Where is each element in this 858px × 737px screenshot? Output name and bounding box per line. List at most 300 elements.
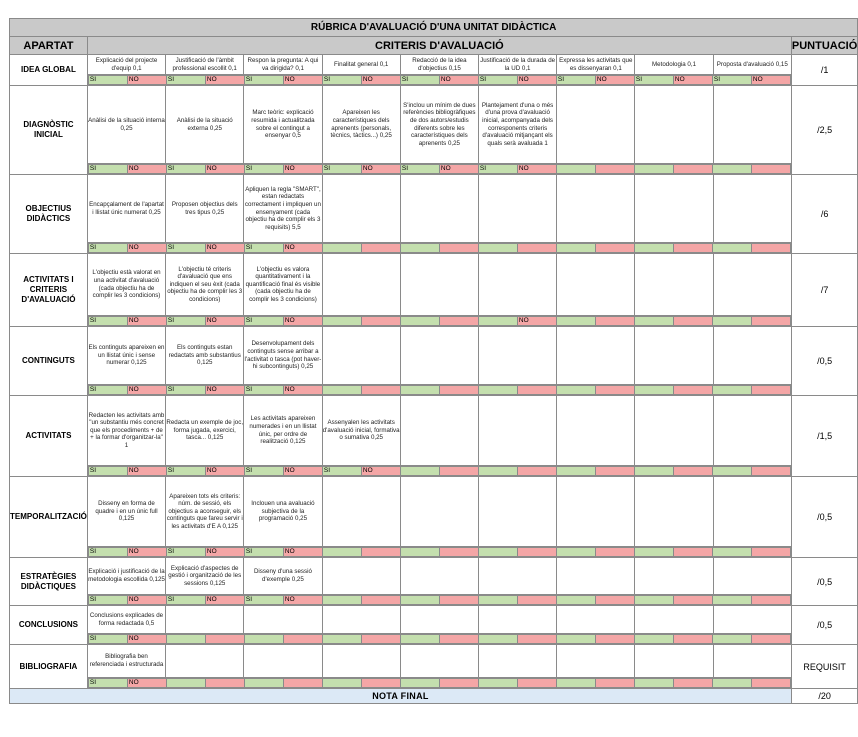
si-no-strip bbox=[87, 678, 791, 689]
si-checkbox[interactable]: SI bbox=[88, 596, 127, 605]
si-checkbox[interactable]: SI bbox=[244, 317, 283, 326]
criterion-cell bbox=[322, 477, 400, 547]
criterion-cell: Apareixen tots els criteris: núm. de sessió, els objectius a aconseguir, els continguts que fareu servir i les activitats d'E A 0,125 bbox=[166, 477, 244, 547]
no-checkbox[interactable]: NO bbox=[127, 165, 166, 174]
si-checkbox[interactable]: SI bbox=[88, 165, 127, 174]
criterion-cell bbox=[322, 606, 400, 634]
criterion-cell bbox=[635, 477, 713, 547]
no-checkbox[interactable]: NO bbox=[439, 165, 478, 174]
rubric-row bbox=[10, 254, 858, 316]
criterion-cell bbox=[635, 558, 713, 595]
si-checkbox[interactable] bbox=[556, 679, 595, 688]
si-checkbox[interactable] bbox=[244, 679, 283, 688]
no-checkbox[interactable] bbox=[361, 635, 400, 644]
criterion-cell bbox=[322, 327, 400, 385]
no-checkbox[interactable] bbox=[595, 635, 634, 644]
si-checkbox[interactable] bbox=[400, 635, 439, 644]
no-checkbox[interactable] bbox=[439, 679, 478, 688]
si-no-row bbox=[10, 164, 858, 175]
no-checkbox[interactable] bbox=[673, 165, 712, 174]
no-checkbox[interactable]: NO bbox=[127, 596, 166, 605]
criterion-cell bbox=[400, 396, 478, 466]
si-no-row bbox=[10, 547, 858, 558]
criterion-cell: Explicació d'aspectes de gestió i organització de les sessions 0,125 bbox=[166, 558, 244, 595]
no-checkbox[interactable]: NO bbox=[127, 467, 166, 476]
si-checkbox[interactable]: SI bbox=[712, 76, 751, 85]
si-checkbox[interactable] bbox=[712, 679, 751, 688]
criterion-cell bbox=[400, 558, 478, 595]
apartat-label: CONTINGUTS bbox=[10, 327, 88, 396]
criterion-cell bbox=[635, 327, 713, 385]
si-checkbox[interactable] bbox=[634, 679, 673, 688]
criterion-cell: S'inclou un mínim de dues referències bibliogràfiques de dos autors/estudis diferents sobre les característiques dels aprenents 0,25 bbox=[400, 86, 478, 164]
criterion-cell: Apareixen les característiques dels aprenents (personals, tècnics, tàctics...) 0,25 bbox=[322, 86, 400, 164]
si-checkbox[interactable]: SI bbox=[88, 244, 127, 253]
si-checkbox[interactable] bbox=[400, 548, 439, 557]
no-checkbox[interactable] bbox=[517, 386, 556, 395]
header-criteris: CRITERIS D'AVALUACIÓ bbox=[87, 37, 791, 55]
si-checkbox[interactable] bbox=[400, 244, 439, 253]
no-checkbox[interactable] bbox=[751, 317, 790, 326]
no-checkbox[interactable]: NO bbox=[205, 386, 244, 395]
criterion-cell: L'objectiu està valorat en una activitat d'avaluació (cada objectiu ha de complir les 3 condicions) bbox=[87, 254, 165, 316]
no-checkbox[interactable]: NO bbox=[127, 548, 166, 557]
si-checkbox[interactable] bbox=[478, 596, 517, 605]
si-checkbox[interactable]: SI bbox=[244, 386, 283, 395]
si-checkbox[interactable]: SI bbox=[322, 467, 361, 476]
si-checkbox[interactable] bbox=[322, 679, 361, 688]
no-checkbox[interactable]: NO bbox=[127, 635, 166, 644]
no-checkbox[interactable] bbox=[751, 244, 790, 253]
si-checkbox[interactable] bbox=[556, 317, 595, 326]
no-checkbox[interactable] bbox=[595, 596, 634, 605]
criterion-cell bbox=[713, 396, 791, 466]
si-checkbox[interactable] bbox=[712, 635, 751, 644]
si-checkbox[interactable] bbox=[634, 386, 673, 395]
criterion-cell bbox=[478, 175, 556, 243]
no-checkbox[interactable] bbox=[517, 596, 556, 605]
criterion-cell: Justificació de la durada de la UD 0,1 bbox=[478, 55, 556, 75]
criterion-cell bbox=[635, 606, 713, 634]
score-cell: /1 bbox=[791, 55, 857, 86]
score-cell: /6 bbox=[791, 175, 857, 254]
si-checkbox[interactable] bbox=[556, 596, 595, 605]
si-checkbox[interactable] bbox=[478, 317, 517, 326]
criterion-cell bbox=[557, 396, 635, 466]
no-checkbox[interactable] bbox=[517, 244, 556, 253]
no-checkbox[interactable]: NO bbox=[283, 165, 322, 174]
criterion-cell: L'objectiu es valora quantitativament i la quantificació final és visible (cada objectiu ha de complir les 3 condicions) bbox=[244, 254, 322, 316]
no-checkbox[interactable]: NO bbox=[517, 165, 556, 174]
no-checkbox[interactable] bbox=[361, 548, 400, 557]
criterion-cell: Desenvolupament dels continguts sense arribar a l'activitat o tasca (pot haver-hi subcontinguts) 0,25 bbox=[244, 327, 322, 385]
no-checkbox[interactable] bbox=[595, 386, 634, 395]
rubric-row bbox=[10, 175, 858, 243]
no-checkbox[interactable] bbox=[595, 679, 634, 688]
criterion-cell: Disseny en forma de quadre i en un únic full 0,125 bbox=[87, 477, 165, 547]
no-checkbox[interactable] bbox=[595, 165, 634, 174]
score-cell: /0,5 bbox=[791, 558, 857, 606]
si-checkbox[interactable] bbox=[478, 386, 517, 395]
si-checkbox[interactable] bbox=[322, 386, 361, 395]
criterion-cell bbox=[557, 558, 635, 595]
no-checkbox[interactable]: NO bbox=[517, 317, 556, 326]
criterion-cell bbox=[400, 175, 478, 243]
header-apartat: APARTAT bbox=[10, 37, 88, 55]
si-checkbox[interactable] bbox=[556, 165, 595, 174]
si-checkbox[interactable] bbox=[322, 548, 361, 557]
criterion-cell bbox=[322, 558, 400, 595]
si-checkbox[interactable] bbox=[634, 317, 673, 326]
no-checkbox[interactable] bbox=[673, 386, 712, 395]
no-checkbox[interactable]: NO bbox=[751, 76, 790, 85]
no-checkbox[interactable] bbox=[439, 635, 478, 644]
no-checkbox[interactable] bbox=[283, 635, 322, 644]
criterion-cell bbox=[713, 477, 791, 547]
si-checkbox[interactable] bbox=[166, 679, 205, 688]
no-checkbox[interactable] bbox=[439, 467, 478, 476]
no-checkbox[interactable] bbox=[517, 548, 556, 557]
no-checkbox[interactable]: NO bbox=[283, 317, 322, 326]
no-checkbox[interactable]: NO bbox=[283, 596, 322, 605]
criterion-cell bbox=[635, 645, 713, 678]
no-checkbox[interactable] bbox=[439, 317, 478, 326]
rubric-row bbox=[10, 558, 858, 595]
no-checkbox[interactable]: NO bbox=[361, 76, 400, 85]
final-grade-label: NOTA FINAL bbox=[10, 689, 792, 704]
criterion-cell: Explicació del projecte d'equip 0,1 bbox=[87, 55, 165, 75]
si-checkbox[interactable]: SI bbox=[634, 76, 673, 85]
no-checkbox[interactable]: NO bbox=[205, 76, 244, 85]
si-no-row bbox=[10, 385, 858, 396]
apartat-label: BIBLIOGRAFIA bbox=[10, 645, 88, 689]
si-checkbox[interactable]: SI bbox=[166, 386, 205, 395]
criterion-cell bbox=[635, 175, 713, 243]
no-checkbox[interactable] bbox=[361, 596, 400, 605]
no-checkbox[interactable]: NO bbox=[439, 76, 478, 85]
si-checkbox[interactable] bbox=[478, 635, 517, 644]
no-checkbox[interactable] bbox=[361, 317, 400, 326]
criterion-cell bbox=[322, 645, 400, 678]
si-checkbox[interactable]: SI bbox=[400, 165, 439, 174]
rubric-row bbox=[10, 86, 858, 164]
criterion-cell: Explicació i justificació de la metodologia escollida 0,125 bbox=[87, 558, 165, 595]
no-checkbox[interactable]: NO bbox=[361, 467, 400, 476]
criterion-cell: Justificació de l'àmbit professional escollit 0,1 bbox=[166, 55, 244, 75]
criterion-cell: Inclouen una avaluació subjectiva de la programació 0,25 bbox=[244, 477, 322, 547]
no-checkbox[interactable]: NO bbox=[595, 76, 634, 85]
si-checkbox[interactable]: SI bbox=[166, 596, 205, 605]
rubric-row bbox=[10, 606, 858, 634]
no-checkbox[interactable] bbox=[595, 244, 634, 253]
criterion-cell bbox=[478, 327, 556, 385]
si-checkbox[interactable]: SI bbox=[166, 165, 205, 174]
no-checkbox[interactable] bbox=[751, 596, 790, 605]
si-no-strip bbox=[87, 634, 791, 645]
si-no-row bbox=[10, 243, 858, 254]
apartat-label: TEMPORALITZACIÓ bbox=[10, 477, 88, 558]
criterion-cell: Metodologia 0,1 bbox=[635, 55, 713, 75]
apartat-label: ACTIVITATS I CRITERIS D'AVALUACIÓ bbox=[10, 254, 88, 327]
no-checkbox[interactable] bbox=[205, 679, 244, 688]
si-checkbox[interactable]: SI bbox=[166, 317, 205, 326]
no-checkbox[interactable]: NO bbox=[283, 386, 322, 395]
si-checkbox[interactable] bbox=[712, 386, 751, 395]
si-checkbox[interactable]: SI bbox=[322, 76, 361, 85]
criterion-cell bbox=[400, 606, 478, 634]
criterion-cell bbox=[400, 477, 478, 547]
si-no-strip bbox=[87, 385, 791, 396]
si-checkbox[interactable] bbox=[556, 467, 595, 476]
no-checkbox[interactable] bbox=[673, 548, 712, 557]
rubric-row bbox=[10, 55, 858, 75]
si-checkbox[interactable] bbox=[712, 317, 751, 326]
apartat-label: OBJECTIUS DIDÀCTICS bbox=[10, 175, 88, 254]
criterion-cell bbox=[713, 175, 791, 243]
si-checkbox[interactable]: SI bbox=[244, 596, 283, 605]
si-checkbox[interactable]: SI bbox=[244, 467, 283, 476]
no-checkbox[interactable] bbox=[517, 635, 556, 644]
criterion-cell bbox=[635, 254, 713, 316]
si-checkbox[interactable] bbox=[478, 467, 517, 476]
final-grade-score: /20 bbox=[791, 689, 857, 704]
no-checkbox[interactable]: NO bbox=[127, 317, 166, 326]
no-checkbox[interactable] bbox=[439, 548, 478, 557]
no-checkbox[interactable] bbox=[751, 679, 790, 688]
no-checkbox[interactable] bbox=[283, 679, 322, 688]
si-checkbox[interactable]: SI bbox=[244, 244, 283, 253]
criterion-cell: Els continguts estan redactats amb substantius 0,125 bbox=[166, 327, 244, 385]
no-checkbox[interactable]: NO bbox=[283, 76, 322, 85]
no-checkbox[interactable] bbox=[361, 244, 400, 253]
no-checkbox[interactable]: NO bbox=[205, 548, 244, 557]
header-puntuacio: PUNTUACIÓ bbox=[791, 37, 857, 55]
si-checkbox[interactable]: SI bbox=[166, 548, 205, 557]
si-no-strip bbox=[87, 75, 791, 86]
rubric-row bbox=[10, 645, 858, 678]
no-checkbox[interactable] bbox=[517, 679, 556, 688]
si-checkbox[interactable]: SI bbox=[88, 467, 127, 476]
rubric-table bbox=[9, 18, 858, 704]
si-checkbox[interactable]: SI bbox=[556, 76, 595, 85]
criterion-cell: Els continguts apareixen en un llistat únic i sense numerar 0,125 bbox=[87, 327, 165, 385]
si-checkbox[interactable] bbox=[400, 386, 439, 395]
criterion-cell: Proposta d'avaluació 0,15 bbox=[713, 55, 791, 75]
no-checkbox[interactable] bbox=[595, 548, 634, 557]
criterion-cell bbox=[244, 645, 322, 678]
no-checkbox[interactable] bbox=[673, 467, 712, 476]
no-checkbox[interactable] bbox=[751, 467, 790, 476]
no-checkbox[interactable]: NO bbox=[127, 244, 166, 253]
si-checkbox[interactable] bbox=[712, 244, 751, 253]
no-checkbox[interactable] bbox=[751, 386, 790, 395]
si-checkbox[interactable]: SI bbox=[400, 76, 439, 85]
rubric-title: RÚBRICA D'AVALUACIÓ D'UNA UNITAT DIDÀCTICA bbox=[10, 19, 858, 37]
si-checkbox[interactable]: SI bbox=[88, 386, 127, 395]
si-checkbox[interactable] bbox=[244, 635, 283, 644]
si-checkbox[interactable] bbox=[478, 548, 517, 557]
criterion-cell bbox=[557, 254, 635, 316]
apartat-label: DIAGNÒSTIC INICIAL bbox=[10, 86, 88, 175]
criterion-cell bbox=[713, 645, 791, 678]
criterion-cell bbox=[478, 254, 556, 316]
criterion-cell bbox=[713, 606, 791, 634]
criterion-cell bbox=[713, 86, 791, 164]
si-checkbox[interactable]: SI bbox=[88, 548, 127, 557]
no-checkbox[interactable] bbox=[751, 548, 790, 557]
criterion-cell bbox=[478, 558, 556, 595]
score-cell: /0,5 bbox=[791, 477, 857, 558]
si-checkbox[interactable] bbox=[634, 244, 673, 253]
criterion-cell: Redacció de la idea d'objectius 0,15 bbox=[400, 55, 478, 75]
no-checkbox[interactable] bbox=[673, 244, 712, 253]
si-checkbox[interactable] bbox=[400, 679, 439, 688]
no-checkbox[interactable] bbox=[673, 596, 712, 605]
criterion-cell bbox=[478, 645, 556, 678]
criterion-cell bbox=[478, 606, 556, 634]
si-checkbox[interactable]: SI bbox=[88, 317, 127, 326]
no-checkbox[interactable] bbox=[205, 635, 244, 644]
criterion-cell bbox=[400, 645, 478, 678]
rubric-row bbox=[10, 477, 858, 547]
score-cell: /0,5 bbox=[791, 327, 857, 396]
si-no-row bbox=[10, 634, 858, 645]
criterion-cell: Bibliografia ben referenciada i estructurada bbox=[87, 645, 165, 678]
no-checkbox[interactable]: NO bbox=[127, 386, 166, 395]
si-checkbox[interactable] bbox=[556, 244, 595, 253]
si-checkbox[interactable] bbox=[400, 596, 439, 605]
criterion-cell: Respon la pregunta: A qui va dirigida? 0,1 bbox=[244, 55, 322, 75]
criterion-cell bbox=[557, 175, 635, 243]
si-checkbox[interactable] bbox=[712, 548, 751, 557]
si-checkbox[interactable] bbox=[634, 596, 673, 605]
si-checkbox[interactable]: SI bbox=[166, 76, 205, 85]
si-checkbox[interactable]: SI bbox=[322, 165, 361, 174]
criterion-cell: Plantejament d'una o més d'una prova d'avaluació inicial, acompanyada dels corresponents criteris d'avaluació mitjançant els quals serà avaluada 1 bbox=[478, 86, 556, 164]
criterion-cell: Marc teòric: explicació resumida i actualitzada sobre el contingut a ensenyar 0,5 bbox=[244, 86, 322, 164]
no-checkbox[interactable] bbox=[361, 386, 400, 395]
si-checkbox[interactable]: SI bbox=[244, 165, 283, 174]
no-checkbox[interactable]: NO bbox=[205, 317, 244, 326]
si-checkbox[interactable]: SI bbox=[244, 76, 283, 85]
si-no-strip bbox=[87, 595, 791, 606]
si-checkbox[interactable]: SI bbox=[166, 244, 205, 253]
criterion-cell bbox=[400, 327, 478, 385]
si-checkbox[interactable]: SI bbox=[88, 76, 127, 85]
si-checkbox[interactable]: SI bbox=[244, 548, 283, 557]
si-checkbox[interactable] bbox=[556, 386, 595, 395]
si-no-row bbox=[10, 595, 858, 606]
criterion-cell: Anàlisi de la situació interna 0,25 bbox=[87, 86, 165, 164]
si-checkbox[interactable]: SI bbox=[478, 165, 517, 174]
si-checkbox[interactable] bbox=[400, 467, 439, 476]
si-checkbox[interactable] bbox=[322, 635, 361, 644]
no-checkbox[interactable]: NO bbox=[283, 467, 322, 476]
no-checkbox[interactable] bbox=[673, 317, 712, 326]
score-cell: /0,5 bbox=[791, 606, 857, 645]
si-checkbox[interactable] bbox=[478, 244, 517, 253]
criterion-cell: Finalitat general 0,1 bbox=[322, 55, 400, 75]
no-checkbox[interactable] bbox=[673, 635, 712, 644]
apartat-label: ESTRATÈGIES DIDÀCTIQUES bbox=[10, 558, 88, 606]
si-checkbox[interactable]: SI bbox=[88, 635, 127, 644]
no-checkbox[interactable]: NO bbox=[673, 76, 712, 85]
no-checkbox[interactable] bbox=[673, 679, 712, 688]
no-checkbox[interactable]: NO bbox=[283, 244, 322, 253]
si-no-strip bbox=[87, 243, 791, 254]
score-cell: /2,5 bbox=[791, 86, 857, 175]
no-checkbox[interactable] bbox=[595, 467, 634, 476]
no-checkbox[interactable]: NO bbox=[205, 165, 244, 174]
si-checkbox[interactable] bbox=[166, 635, 205, 644]
si-checkbox[interactable] bbox=[556, 548, 595, 557]
criterion-cell: Apliquen la regla "SMART", estan redactats correctament i impliquen un ensenyament (cada objectiu ha de complir els 3 requisits) 5,5 bbox=[244, 175, 322, 243]
no-checkbox[interactable]: NO bbox=[205, 467, 244, 476]
si-no-row bbox=[10, 678, 858, 689]
si-checkbox[interactable]: SI bbox=[478, 76, 517, 85]
si-checkbox[interactable] bbox=[322, 317, 361, 326]
no-checkbox[interactable] bbox=[517, 467, 556, 476]
si-checkbox[interactable] bbox=[712, 596, 751, 605]
no-checkbox[interactable]: NO bbox=[127, 76, 166, 85]
no-checkbox[interactable]: NO bbox=[205, 596, 244, 605]
rubric-row bbox=[10, 396, 858, 466]
no-checkbox[interactable]: NO bbox=[127, 679, 166, 688]
no-checkbox[interactable]: NO bbox=[517, 76, 556, 85]
no-checkbox[interactable]: NO bbox=[283, 548, 322, 557]
si-checkbox[interactable] bbox=[634, 548, 673, 557]
criterion-cell: L'objectiu té criteris d'avaluació que ens indiquen el seu èxit (cada objectiu ha de complir les 3 condicions) bbox=[166, 254, 244, 316]
no-checkbox[interactable]: NO bbox=[361, 165, 400, 174]
si-checkbox[interactable] bbox=[712, 165, 751, 174]
criterion-cell bbox=[713, 254, 791, 316]
score-cell: /1,5 bbox=[791, 396, 857, 477]
criterion-cell bbox=[557, 606, 635, 634]
no-checkbox[interactable] bbox=[751, 165, 790, 174]
si-checkbox[interactable] bbox=[634, 467, 673, 476]
si-checkbox[interactable] bbox=[712, 467, 751, 476]
criterion-cell bbox=[478, 477, 556, 547]
no-checkbox[interactable] bbox=[751, 635, 790, 644]
score-cell: REQUISIT bbox=[791, 645, 857, 689]
criterion-cell: Proposen objectius dels tres tipus 0,25 bbox=[166, 175, 244, 243]
no-checkbox[interactable]: NO bbox=[205, 244, 244, 253]
si-checkbox[interactable] bbox=[478, 679, 517, 688]
si-checkbox[interactable] bbox=[322, 596, 361, 605]
no-checkbox[interactable] bbox=[439, 386, 478, 395]
si-checkbox[interactable] bbox=[634, 165, 673, 174]
criterion-cell bbox=[635, 86, 713, 164]
si-no-strip bbox=[87, 316, 791, 327]
apartat-label: ACTIVITATS bbox=[10, 396, 88, 477]
si-checkbox[interactable]: SI bbox=[166, 467, 205, 476]
no-checkbox[interactable] bbox=[595, 317, 634, 326]
si-checkbox[interactable] bbox=[556, 635, 595, 644]
no-checkbox[interactable] bbox=[439, 244, 478, 253]
no-checkbox[interactable] bbox=[439, 596, 478, 605]
criterion-cell bbox=[166, 606, 244, 634]
si-checkbox[interactable] bbox=[400, 317, 439, 326]
no-checkbox[interactable] bbox=[361, 679, 400, 688]
si-checkbox[interactable] bbox=[634, 635, 673, 644]
si-no-strip bbox=[87, 466, 791, 477]
criterion-cell bbox=[635, 396, 713, 466]
si-checkbox[interactable]: SI bbox=[88, 679, 127, 688]
criterion-cell: Assenyalen les activitats d'avaluació inicial, formativa o sumativa 0,25 bbox=[322, 396, 400, 466]
criterion-cell: Disseny d'una sessió d'exemple 0,25 bbox=[244, 558, 322, 595]
score-cell: /7 bbox=[791, 254, 857, 327]
si-checkbox[interactable] bbox=[322, 244, 361, 253]
